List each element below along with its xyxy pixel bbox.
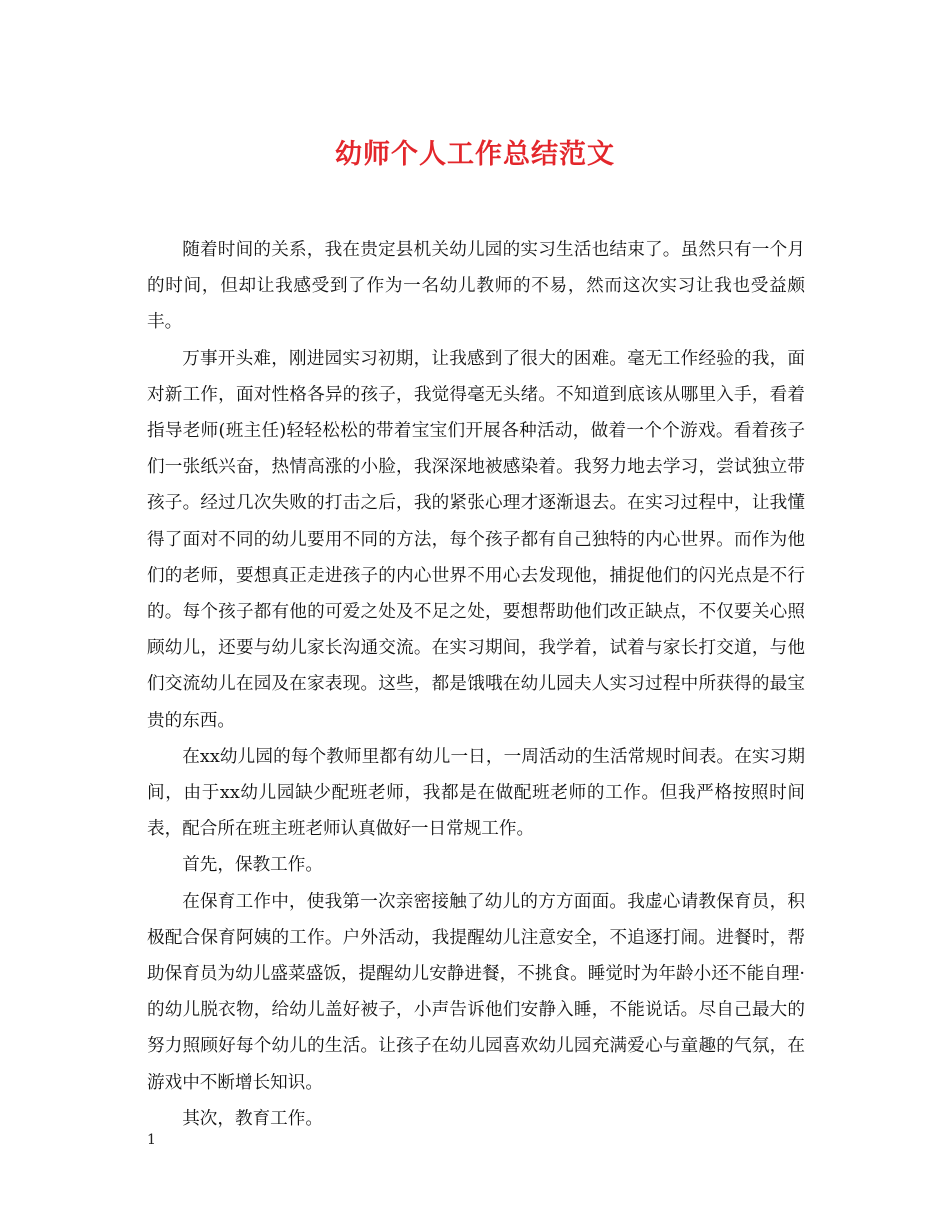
paragraph-3: 在xx幼儿园的每个教师里都有幼儿一日，一周活动的生活常规时间表。在实习期间，由于xx幼儿园缺少配班老师，我都是在做配班老师的工作。但我严格按照时间表，配合所在班主班老师认真做好一日常规工作。 [147, 746, 805, 840]
page-number: 1 [147, 1132, 156, 1148]
document-title: 幼师个人工作总结范文 [335, 139, 615, 170]
paragraph-4: 首先，保教工作。 [182, 855, 323, 876]
paragraph-1: 随着时间的关系，我在贵定县机关幼儿园的实习生活也结束了。虽然只有一个月的时间，但却让我感受到了作为一名幼儿教师的不易，然而这次实习让我也受益颇丰。 [147, 240, 805, 333]
paragraph-6: 其次，教育工作。 [182, 1108, 323, 1129]
paragraph-2: 万事开头难，刚进园实习初期，让我感到了很大的困难。毫无工作经验的我，面对新工作，面对性格各异的孩子，我觉得毫无头绪。不知道到底该从哪里入手，看着指导老师(班主任)轻轻松松的带着宝宝们开展各种活动，做着一个个游戏。看着孩子们一张纸兴奋，热情高涨的小脸，我深深地被感染着。我努力地去学习，尝试独立带孩子。经过几次失败的打击之后，我的紧张心理才逐渐退去。在实习过程中，让我懂得了面对不同的幼儿要用不同的方法，每个孩子都有自己独特的内心世界。而作为他们的老师，要想真正走进孩子的内心世界不用心去发现他，捕捉他们的闪光点是不行的。每个孩子都有他的可爱之处及不足之处，要想帮助他们改正缺点，不仅要关心照顾幼儿，还要与幼儿家长沟通交流。在实习期间，我学着，试着与家长打交道，与他们交流幼儿在园及在家表现。这些，都是饿哦在幼儿园夫人实习过程中所获得的最宝贵的东西。 [147, 348, 805, 731]
document-body [147, 232, 805, 1137]
paragraph-5: 在保育工作中，使我第一次亲密接触了幼儿的方方面面。我虚心请教保育员，积极配合保育阿姨的工作。户外活动，我提醒幼儿注意安全，不追逐打闹。进餐时，帮助保育员为幼儿盛菜盛饭，提醒幼儿安静进餐，不挑食。睡觉时为年龄小还不能自理·的幼儿脱衣物，给幼儿盖好被子，小声告诉他们安静入睡，不能说话。尽自己最大的努力照顾好每个幼儿的生活。让孩子在幼儿园喜欢幼儿园充满爱心与童趣的气氛，在游戏中不断增长知识。 [147, 891, 805, 1093]
